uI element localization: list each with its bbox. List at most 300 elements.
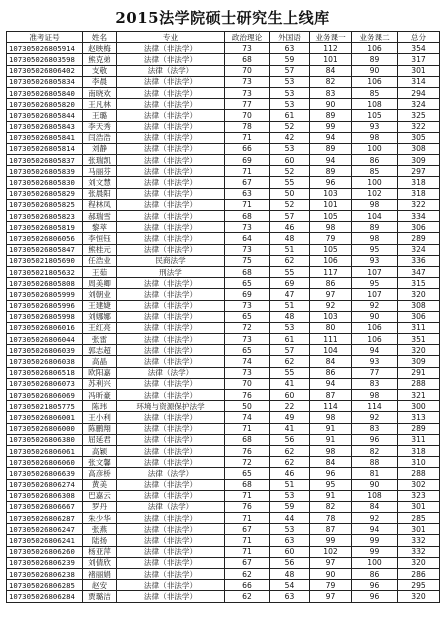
cell-course-one: 94 <box>310 132 352 143</box>
cell-course-two: 98 <box>352 132 398 143</box>
cell-name: 王璐 <box>83 110 117 121</box>
cell-name: 王茹 <box>83 266 117 277</box>
cell-name: 罗丹 <box>83 501 117 512</box>
header-politics: 政治理论 <box>225 32 270 43</box>
cell-foreign-language: 60 <box>270 155 310 166</box>
cell-politics: 74 <box>225 412 270 423</box>
cell-total: 320 <box>398 289 440 300</box>
cell-major: 法律（非法学） <box>117 490 225 501</box>
cell-name: 支敬 <box>83 65 117 76</box>
cell-exam-id: 107305026806639 <box>7 468 83 479</box>
cell-course-one: 90 <box>310 569 352 580</box>
cell-foreign-language: 46 <box>270 468 310 479</box>
cell-exam-id: 107305026805819 <box>7 222 83 233</box>
cell-course-one: 103 <box>310 188 352 199</box>
cell-exam-id: 107305026806260 <box>7 546 83 557</box>
cell-politics: 67 <box>225 524 270 535</box>
cell-politics: 78 <box>225 121 270 132</box>
cell-major: 法律（非法学） <box>117 222 225 233</box>
cell-course-one: 95 <box>310 479 352 490</box>
cell-exam-id: 107305026806056 <box>7 233 83 244</box>
cell-politics: 65 <box>225 345 270 356</box>
cell-exam-id: 107305026806287 <box>7 513 83 524</box>
cell-total: 309 <box>398 155 440 166</box>
cell-foreign-language: 53 <box>270 143 310 154</box>
cell-major: 法律（非法学） <box>117 121 225 132</box>
cell-politics: 76 <box>225 501 270 512</box>
cell-course-two: 100 <box>352 143 398 154</box>
cell-total: 332 <box>398 535 440 546</box>
header-course-two: 业务课二 <box>352 32 398 43</box>
cell-major: 法律（法学） <box>117 501 225 512</box>
cell-exam-id: 107305026805820 <box>7 99 83 110</box>
cell-name: 张燕 <box>83 524 117 535</box>
cell-course-two: 90 <box>352 65 398 76</box>
cell-major: 法律（非法学） <box>117 557 225 568</box>
cell-major: 法律（法学） <box>117 468 225 479</box>
cell-foreign-language: 55 <box>270 266 310 277</box>
cell-course-two: 82 <box>352 445 398 456</box>
cell-name: 陈玮 <box>83 401 117 412</box>
cell-total: 301 <box>398 524 440 535</box>
cell-total: 308 <box>398 300 440 311</box>
cell-politics: 66 <box>225 143 270 154</box>
cell-course-two: 94 <box>352 524 398 535</box>
cell-politics: 64 <box>225 233 270 244</box>
cell-politics: 72 <box>225 457 270 468</box>
cell-course-one: 102 <box>310 546 352 557</box>
cell-name: 王凡林 <box>83 99 117 110</box>
cell-course-one: 80 <box>310 322 352 333</box>
cell-course-two: 89 <box>352 222 398 233</box>
cell-total: 318 <box>398 445 440 456</box>
cell-course-one: 91 <box>310 490 352 501</box>
cell-foreign-language: 52 <box>270 121 310 132</box>
cell-name: 欧阳嘉 <box>83 367 117 378</box>
cell-total: 309 <box>398 356 440 367</box>
cell-name: 李恒钰 <box>83 233 117 244</box>
cell-foreign-language: 57 <box>270 65 310 76</box>
cell-course-two: 108 <box>352 490 398 501</box>
cell-politics: 75 <box>225 255 270 266</box>
cell-exam-id: 107305026805808 <box>7 278 83 289</box>
cell-exam-id: 107305026805830 <box>7 177 83 188</box>
table-row <box>7 110 440 121</box>
cell-exam-id: 107305026806044 <box>7 334 83 345</box>
cell-foreign-language: 55 <box>270 177 310 188</box>
cell-politics: 71 <box>225 132 270 143</box>
cell-course-one: 99 <box>310 535 352 546</box>
cell-course-one: 84 <box>310 65 352 76</box>
cell-exam-id: 107305026806284 <box>7 591 83 602</box>
cell-foreign-language: 51 <box>270 300 310 311</box>
cell-total: 315 <box>398 278 440 289</box>
table-row <box>7 356 440 367</box>
cell-foreign-language: 53 <box>270 99 310 110</box>
cell-foreign-language: 62 <box>270 255 310 266</box>
cell-course-two: 106 <box>352 43 398 54</box>
cell-major: 环境与资源保护法学 <box>117 401 225 412</box>
table-row <box>7 177 440 188</box>
cell-politics: 68 <box>225 211 270 222</box>
cell-course-two: 83 <box>352 378 398 389</box>
cell-exam-id: 107305026806001 <box>7 412 83 423</box>
cell-foreign-language: 63 <box>270 43 310 54</box>
table-row <box>7 434 440 445</box>
cell-course-two: 105 <box>352 110 398 121</box>
cell-foreign-language: 60 <box>270 390 310 401</box>
cell-name: 任浩业 <box>83 255 117 266</box>
cell-course-one: 117 <box>310 266 352 277</box>
cell-course-one: 79 <box>310 580 352 591</box>
cell-course-two: 106 <box>352 322 398 333</box>
cell-total: 310 <box>398 457 440 468</box>
cell-name: 王小利 <box>83 412 117 423</box>
cell-name: 王红亮 <box>83 322 117 333</box>
cell-major: 法律（非法学） <box>117 412 225 423</box>
cell-foreign-language: 62 <box>270 457 310 468</box>
cell-major: 法律（非法学） <box>117 390 225 401</box>
cell-course-one: 87 <box>310 390 352 401</box>
cell-total: 313 <box>398 412 440 423</box>
cell-foreign-language: 54 <box>270 580 310 591</box>
cell-course-one: 91 <box>310 423 352 434</box>
cell-foreign-language: 61 <box>270 334 310 345</box>
cell-major: 法律（非法学） <box>117 580 225 591</box>
cell-major: 法律（非法学） <box>117 322 225 333</box>
cell-course-two: 93 <box>352 121 398 132</box>
cell-exam-id: 107305026806061 <box>7 445 83 456</box>
cell-exam-id: 107305026806060 <box>7 457 83 468</box>
cell-foreign-language: 53 <box>270 76 310 87</box>
cell-name: 陈鹏翔 <box>83 423 117 434</box>
cell-course-two: 83 <box>352 423 398 434</box>
cell-exam-id: 107305026805847 <box>7 244 83 255</box>
cell-major: 法律（非法学） <box>117 143 225 154</box>
cell-major: 法律（非法学） <box>117 155 225 166</box>
cell-total: 351 <box>398 334 440 345</box>
cell-total: 311 <box>398 434 440 445</box>
cell-exam-id: 107305026806000 <box>7 423 83 434</box>
cell-exam-id: 107305026805999 <box>7 289 83 300</box>
cell-exam-id: 107305026805837 <box>7 155 83 166</box>
cell-major: 法律（非法学） <box>117 99 225 110</box>
cell-course-two: 84 <box>352 501 398 512</box>
cell-total: 288 <box>398 468 440 479</box>
cell-foreign-language: 62 <box>270 445 310 456</box>
cell-major: 法律（非法学） <box>117 110 225 121</box>
table-row <box>7 300 440 311</box>
cell-foreign-language: 57 <box>270 211 310 222</box>
cell-politics: 76 <box>225 390 270 401</box>
cell-course-one: 84 <box>310 457 352 468</box>
cell-total: 288 <box>398 378 440 389</box>
cell-major: 法律（非法学） <box>117 199 225 210</box>
cell-major: 法律（非法学） <box>117 479 225 490</box>
cell-total: 324 <box>398 99 440 110</box>
cell-course-one: 78 <box>310 513 352 524</box>
cell-foreign-language: 49 <box>270 412 310 423</box>
cell-course-one: 98 <box>310 222 352 233</box>
cell-foreign-language: 59 <box>270 501 310 512</box>
cell-foreign-language: 50 <box>270 188 310 199</box>
cell-name: 熊克弟 <box>83 54 117 65</box>
cell-exam-id: 107305026805843 <box>7 121 83 132</box>
cell-exam-id: 107305021805632 <box>7 266 83 277</box>
cell-course-two: 99 <box>352 546 398 557</box>
cell-name: 赵安 <box>83 580 117 591</box>
cell-major: 法律（非法学） <box>117 300 225 311</box>
cell-course-two: 77 <box>352 367 398 378</box>
cell-total: 297 <box>398 166 440 177</box>
cell-major: 法律（非法学） <box>117 76 225 87</box>
cell-course-two: 85 <box>352 87 398 98</box>
cell-course-two: 93 <box>352 356 398 367</box>
cell-exam-id: 107305026805844 <box>7 110 83 121</box>
cell-course-one: 86 <box>310 367 352 378</box>
table-row <box>7 222 440 233</box>
table-row <box>7 501 440 512</box>
cell-total: 301 <box>398 501 440 512</box>
cell-course-two: 106 <box>352 334 398 345</box>
cell-foreign-language: 60 <box>270 546 310 557</box>
cell-name: 高晶 <box>83 356 117 367</box>
cell-politics: 65 <box>225 278 270 289</box>
cell-course-one: 82 <box>310 76 352 87</box>
table-row <box>7 378 440 389</box>
cell-politics: 68 <box>225 266 270 277</box>
header-major: 专业 <box>117 32 225 43</box>
cell-exam-id: 107305026805829 <box>7 188 83 199</box>
cell-foreign-language: 46 <box>270 222 310 233</box>
cell-name: 贾璐洁 <box>83 591 117 602</box>
table-row <box>7 76 440 87</box>
admission-table <box>6 31 440 603</box>
table-row <box>7 166 440 177</box>
cell-total: 318 <box>398 188 440 199</box>
cell-foreign-language: 63 <box>270 535 310 546</box>
cell-major: 法律（非法学） <box>117 345 225 356</box>
table-row <box>7 54 440 65</box>
table-row <box>7 132 440 143</box>
cell-total: 318 <box>398 177 440 188</box>
cell-name: 郝瑞雪 <box>83 211 117 222</box>
cell-major: 法律（法学） <box>117 65 225 76</box>
table-row <box>7 524 440 535</box>
cell-politics: 73 <box>225 334 270 345</box>
cell-foreign-language: 47 <box>270 289 310 300</box>
cell-name: 张晨阳 <box>83 188 117 199</box>
cell-foreign-language: 61 <box>270 110 310 121</box>
cell-foreign-language: 59 <box>270 54 310 65</box>
cell-course-one: 84 <box>310 356 352 367</box>
table-row <box>7 479 440 490</box>
cell-politics: 69 <box>225 155 270 166</box>
cell-course-one: 101 <box>310 199 352 210</box>
cell-name: 高颖 <box>83 445 117 456</box>
table-row <box>7 401 440 412</box>
cell-politics: 50 <box>225 401 270 412</box>
table-row <box>7 580 440 591</box>
cell-course-one: 105 <box>310 244 352 255</box>
cell-course-two: 107 <box>352 266 398 277</box>
cell-exam-id: 107305026805814 <box>7 143 83 154</box>
cell-course-two: 92 <box>352 513 398 524</box>
cell-politics: 76 <box>225 445 270 456</box>
cell-name: 闫浩浩 <box>83 132 117 143</box>
cell-major: 法律（非法学） <box>117 591 225 602</box>
table-row <box>7 43 440 54</box>
cell-politics: 72 <box>225 322 270 333</box>
table-row <box>7 322 440 333</box>
cell-politics: 65 <box>225 468 270 479</box>
cell-politics: 73 <box>225 43 270 54</box>
cell-total: 295 <box>398 580 440 591</box>
header-name: 姓名 <box>83 32 117 43</box>
cell-politics: 77 <box>225 99 270 110</box>
cell-foreign-language: 56 <box>270 557 310 568</box>
cell-name: 周美卿 <box>83 278 117 289</box>
table-row <box>7 445 440 456</box>
table-row <box>7 311 440 322</box>
cell-foreign-language: 52 <box>270 166 310 177</box>
cell-foreign-language: 55 <box>270 367 310 378</box>
cell-name: 马丽芬 <box>83 166 117 177</box>
cell-name: 张文馨 <box>83 457 117 468</box>
cell-major: 法律（非法学） <box>117 43 225 54</box>
cell-major: 法律（非法学） <box>117 177 225 188</box>
cell-total: 291 <box>398 367 440 378</box>
cell-course-two: 93 <box>352 255 398 266</box>
cell-major: 法律（非法学） <box>117 445 225 456</box>
cell-course-one: 92 <box>310 300 352 311</box>
cell-course-one: 97 <box>310 289 352 300</box>
cell-name: 李天秀 <box>83 121 117 132</box>
table-row <box>7 99 440 110</box>
cell-total: 347 <box>398 266 440 277</box>
cell-exam-id: 107305026806274 <box>7 479 83 490</box>
cell-politics: 73 <box>225 367 270 378</box>
cell-total: 324 <box>398 244 440 255</box>
cell-course-two: 99 <box>352 535 398 546</box>
header-foreign-language: 外国语 <box>270 32 310 43</box>
cell-course-two: 95 <box>352 244 398 255</box>
cell-name: 张雷 <box>83 334 117 345</box>
cell-total: 302 <box>398 479 440 490</box>
cell-name: 张瑞凯 <box>83 155 117 166</box>
cell-exam-id: 107305021805775 <box>7 401 83 412</box>
cell-course-two: 90 <box>352 311 398 322</box>
cell-exam-id: 107305026806247 <box>7 524 83 535</box>
table-row <box>7 412 440 423</box>
cell-name: 高彦桥 <box>83 468 117 479</box>
cell-name: 苏利兴 <box>83 378 117 389</box>
cell-major: 法律（非法学） <box>117 569 225 580</box>
cell-total: 320 <box>398 345 440 356</box>
cell-total: 285 <box>398 513 440 524</box>
cell-name: 冯昕豪 <box>83 390 117 401</box>
cell-foreign-language: 41 <box>270 423 310 434</box>
cell-total: 322 <box>398 199 440 210</box>
cell-course-one: 98 <box>310 445 352 456</box>
cell-course-two: 94 <box>352 345 398 356</box>
table-row <box>7 255 440 266</box>
cell-politics: 74 <box>225 356 270 367</box>
cell-major: 法律（非法学） <box>117 166 225 177</box>
cell-politics: 71 <box>225 166 270 177</box>
cell-foreign-language: 63 <box>270 591 310 602</box>
cell-total: 306 <box>398 222 440 233</box>
cell-exam-id: 107305026805996 <box>7 300 83 311</box>
cell-course-one: 89 <box>310 110 352 121</box>
cell-course-two: 81 <box>352 468 398 479</box>
table-row <box>7 569 440 580</box>
cell-exam-id: 107305026803598 <box>7 54 83 65</box>
cell-politics: 71 <box>225 513 270 524</box>
table-row <box>7 390 440 401</box>
cell-name: 黄美 <box>83 479 117 490</box>
header-row <box>7 32 440 43</box>
cell-name: 赵映梅 <box>83 43 117 54</box>
cell-name: 程林凤 <box>83 199 117 210</box>
cell-exam-id: 107305026805834 <box>7 76 83 87</box>
cell-total: 289 <box>398 423 440 434</box>
cell-name: 朱少华 <box>83 513 117 524</box>
cell-total: 306 <box>398 311 440 322</box>
cell-name: 郭志超 <box>83 345 117 356</box>
cell-total: 332 <box>398 546 440 557</box>
cell-politics: 66 <box>225 580 270 591</box>
cell-major: 法律（非法学） <box>117 289 225 300</box>
cell-total: 308 <box>398 143 440 154</box>
cell-name: 熊桂元 <box>83 244 117 255</box>
cell-course-one: 106 <box>310 255 352 266</box>
cell-exam-id: 107305026806241 <box>7 535 83 546</box>
cell-course-one: 90 <box>310 99 352 110</box>
cell-course-one: 97 <box>310 557 352 568</box>
cell-politics: 63 <box>225 188 270 199</box>
cell-exam-id: 107305026806285 <box>7 580 83 591</box>
cell-name: 刘朝业 <box>83 289 117 300</box>
cell-name: 李晨 <box>83 76 117 87</box>
cell-total: 336 <box>398 255 440 266</box>
cell-politics: 68 <box>225 54 270 65</box>
cell-course-one: 104 <box>310 345 352 356</box>
table-body <box>7 43 440 602</box>
table-row <box>7 121 440 132</box>
cell-major: 法律（非法学） <box>117 513 225 524</box>
cell-foreign-language: 53 <box>270 524 310 535</box>
cell-course-one: 83 <box>310 87 352 98</box>
cell-politics: 70 <box>225 378 270 389</box>
cell-total: 321 <box>398 390 440 401</box>
cell-major: 法律（非法学） <box>117 311 225 322</box>
table-row <box>7 278 440 289</box>
cell-politics: 68 <box>225 479 270 490</box>
cell-course-two: 104 <box>352 211 398 222</box>
cell-foreign-language: 41 <box>270 378 310 389</box>
cell-politics: 73 <box>225 300 270 311</box>
cell-major: 刑法学 <box>117 266 225 277</box>
cell-total: 289 <box>398 233 440 244</box>
cell-foreign-language: 22 <box>270 401 310 412</box>
cell-course-two: 96 <box>352 591 398 602</box>
cell-politics: 65 <box>225 311 270 322</box>
cell-course-one: 103 <box>310 311 352 322</box>
cell-course-one: 91 <box>310 434 352 445</box>
table-row <box>7 65 440 76</box>
cell-politics: 67 <box>225 177 270 188</box>
